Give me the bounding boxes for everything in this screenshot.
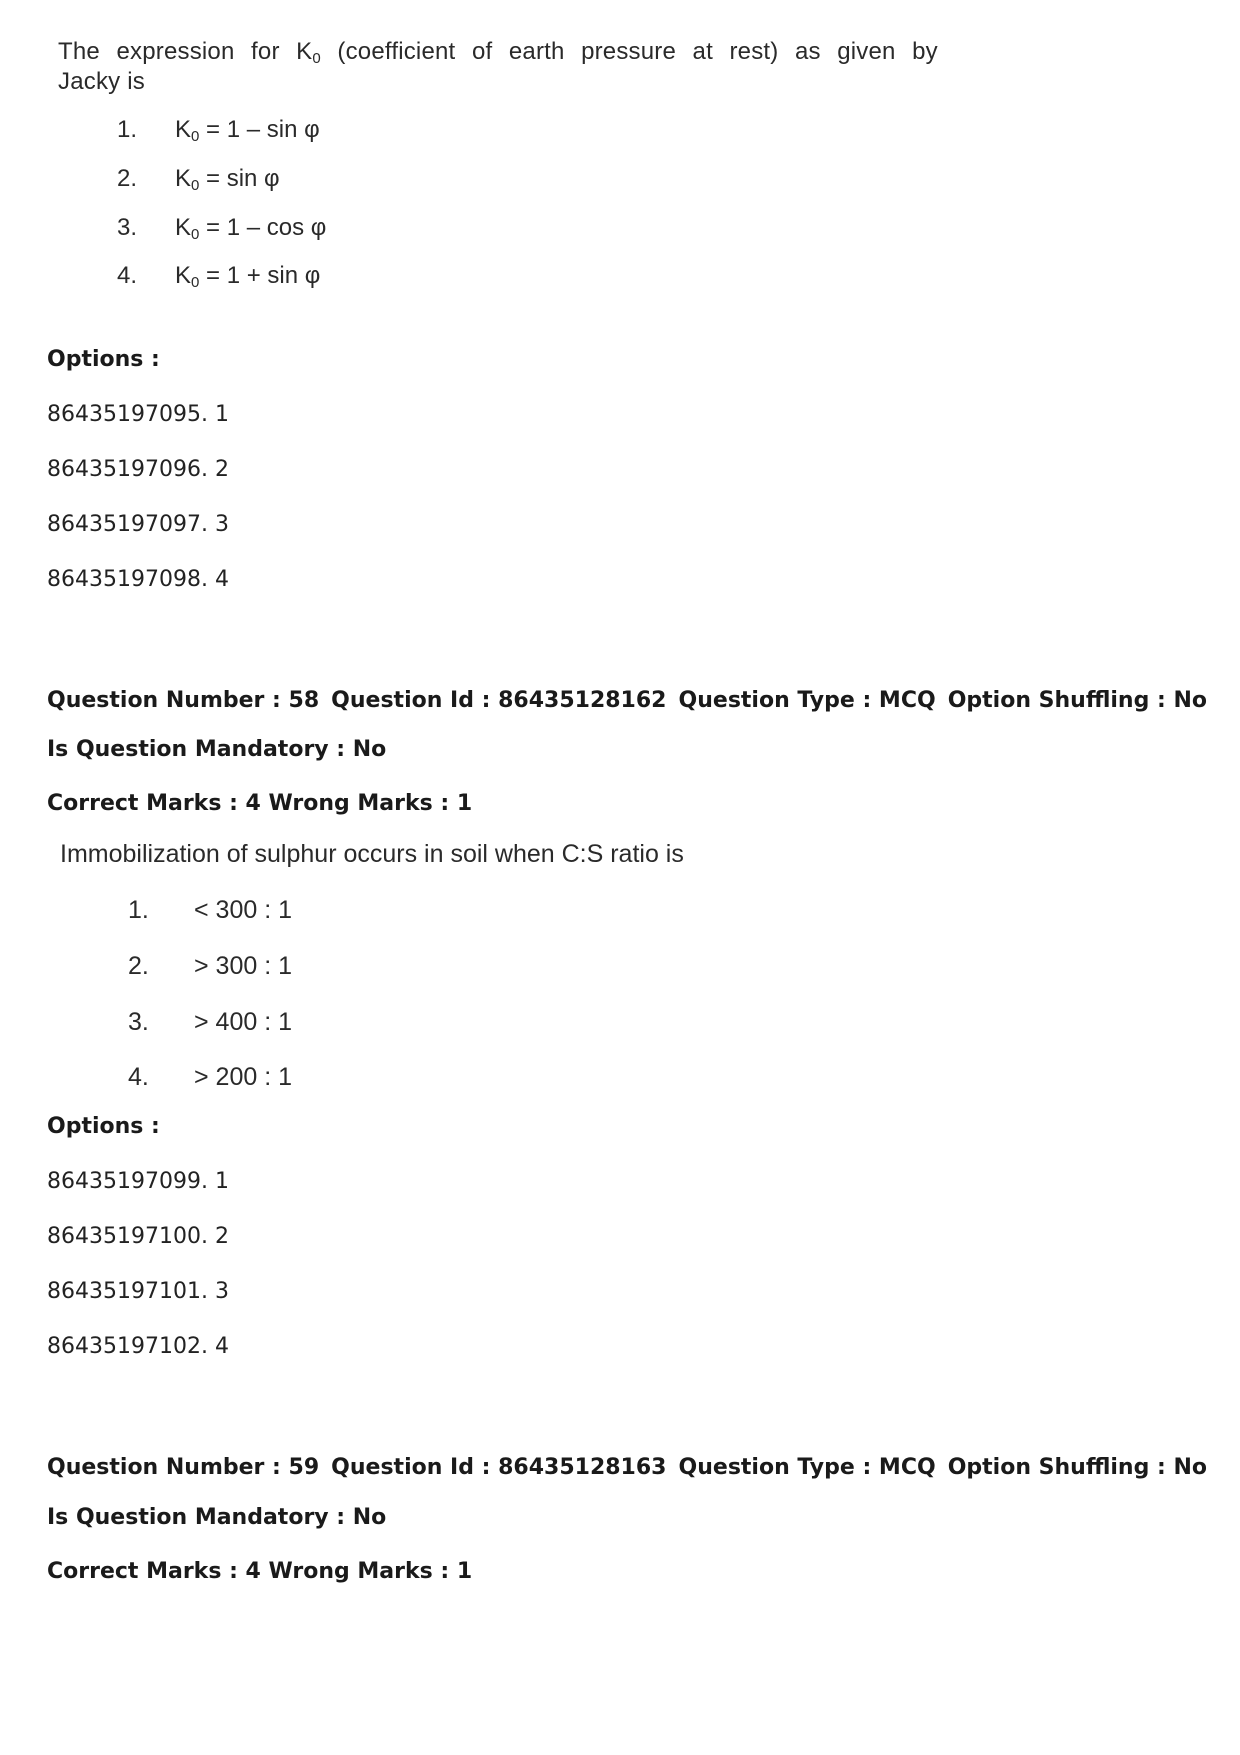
question-59-mandatory: Is Question Mandatory : No	[47, 1505, 387, 1530]
option-shuffling: Option Shuffling : No	[947, 1455, 1207, 1480]
option-item: 86435197097. 3	[47, 512, 229, 537]
question-57-choice-2: 2. $K_0 = \sin \varphi$	[117, 165, 280, 194]
word: as	[794, 38, 821, 65]
word: pressure	[581, 38, 677, 65]
word: (coefficient	[337, 38, 456, 65]
question-58-choice-1: 1. < 300 : 1	[128, 896, 292, 924]
word: earth	[508, 38, 565, 65]
option-item: 86435197100. 2	[47, 1224, 229, 1249]
word: expression	[116, 38, 235, 65]
option-item: 86435197099. 1	[47, 1169, 229, 1194]
word: for	[251, 38, 280, 65]
word: The	[58, 38, 100, 65]
word: given	[837, 38, 896, 65]
options-label: Options :	[47, 347, 160, 372]
option-item: 86435197098. 4	[47, 567, 229, 592]
question-57-stem-line-1	[58, 38, 938, 66]
question-58-stem: Immobilization of sulphur occurs in soil when C:S ratio is	[60, 840, 684, 868]
option-shuffling: Option Shuffling : No	[947, 688, 1207, 713]
question-57-choice-1: 1. $K_0 = 1 - \sin \varphi$	[117, 116, 320, 145]
question-57-choice-3: 3. $K_0 = 1 - \cos \varphi$	[117, 214, 327, 243]
question-58-mandatory: Is Question Mandatory : No	[47, 737, 387, 762]
question-59-header	[47, 1455, 1207, 1480]
option-item: 86435197096. 2	[47, 457, 229, 482]
word: rest)	[729, 38, 779, 65]
k0-symbol: $K_0$	[296, 38, 321, 67]
word: by	[912, 38, 938, 65]
option-item: 86435197102. 4	[47, 1334, 229, 1359]
question-id: Question Id : 86435128162	[331, 688, 667, 713]
question-58-choice-3: 3. > 400 : 1	[128, 1008, 292, 1036]
option-item: 86435197101. 3	[47, 1279, 229, 1304]
question-58-choice-4: 4. > 200 : 1	[128, 1063, 292, 1091]
question-58-marks: Correct Marks : 4 Wrong Marks : 1	[47, 791, 473, 816]
question-number: Question Number : 58	[47, 688, 320, 713]
question-type: Question Type : MCQ	[678, 1455, 936, 1480]
question-57-stem-line-2: Jacky is	[58, 68, 145, 95]
option-item: 86435197095. 1	[47, 402, 229, 427]
question-id: Question Id : 86435128163	[331, 1455, 667, 1480]
question-58-header	[47, 688, 1207, 713]
word: of	[471, 38, 493, 65]
question-59-marks: Correct Marks : 4 Wrong Marks : 1	[47, 1559, 473, 1584]
question-type: Question Type : MCQ	[678, 688, 936, 713]
question-57-choice-4: 4. $K_0 = 1 + \sin \varphi$	[117, 262, 321, 291]
question-number: Question Number : 59	[47, 1455, 320, 1480]
word: at	[692, 38, 713, 65]
question-58-choice-2: 2. > 300 : 1	[128, 952, 292, 980]
options-label: Options :	[47, 1114, 160, 1139]
